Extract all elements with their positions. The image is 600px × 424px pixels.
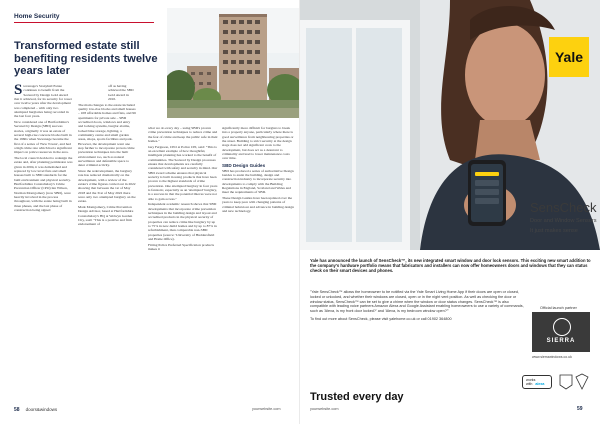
article-paragraph: Fitting Police Preferred Specification products makes it [148,242,214,251]
right-page [300,0,600,424]
footer-url: yourwebsite.com [252,407,281,411]
article-paragraph: Guy Ferguson, CPO at Police CPI, said: "This is an excellent example of how thoughtful, intelligent planning has worked to the benefit of communities. The Secured by Design processes ensure that developments are carefully considered with safety and security in mind. Our SBD award scheme ensures that physical security is built in using products that have been proven to the highest standards of crime prevention. One attempted burglary in four years is fantastic, especially as an 'attempted' burglary, is a success in that the potential thieves were not able to gain access." [148,144,218,201]
advert-hero [300,0,600,250]
article-column-4 [222,126,294,402]
article-column-3 [148,126,218,402]
section-rule [14,22,154,23]
right-page-number: 59 [577,406,583,412]
tower-block-photo [167,8,300,118]
article-paragraph: Mark Montgomery, Crime Prevention Design Advisor, based at Hertfordshire Constabulary's HQ at Welwyn Garden City, said: "This is a positive and firm endorsement of [78,204,134,227]
advert-body [310,290,526,325]
article-headline: Transformed estate still benefiting residents twelve years later [14,40,158,78]
article-paragraph: Since the redevelopment, the burglary rate has reduced dramatically on the development, with a review of the estate's crime figures carried out in 2022 showing that between the 1st of May 2018 and the 31st of May 2022 there were only two attempted burglary on the estate. [78,168,136,204]
advert-copy [310,258,594,280]
product-name: SensCheck [530,200,597,215]
advert-paragraph: To find out more about SensCheck, please visit yalehome.co.uk or call 01902 364800 [310,316,452,321]
article-paragraph: SBD has produced a series of authoritative Design Guides to assist the building, design and construction industry to incorporate security into developments to comply with the Building Regulations in England, Scotland and Wales and meet the requirements of SBD. [222,168,294,195]
works-with-alexa-badge [522,375,552,389]
partner-url: www.sierrawindows.co.uk [532,355,572,359]
right-footer-text: yourwebsite.com [310,407,339,411]
article-column-2 [78,84,136,402]
article-paragraph: Independent academic research shows that SBD developments that incorporate crime prevention techniques in the building design and layout and accredited products in the physical security of properties can reduce crime like burglary by up to 75% in new-build homes and by up to 87% in refurbishment, than comparable non-SBD properties (source: 'University of Huddersfield and Home Office). [148,202,217,241]
article-paragraph: off as having achieved the SBD Gold Award in 2010. [108,84,134,102]
sierra-logo [532,312,590,352]
sierra-emblem-icon [553,318,571,336]
left-footer [14,407,57,413]
article-paragraph: These Design Guides have been updated over the years to keep pace with changing patterns of criminal behaviour and advance in building design and new technology. [222,196,294,214]
page-number: 58 [14,407,20,413]
article-paragraph: The main changes to the estate included quality low-rise blocks and small houses – 108 affordable homes and flats, and 96 apartments for private sale – SBD accredited doors, windows and entry and locking systems, burglar alarms, locked bike storage, lighting, a community centre and small garden areas, shops, sports facilities and park. However, the development went one step further to incorporate proven crime prevention techniques into the built environment too, such as natural surveillance and defensible space to deter criminal activity. [78,102,136,168]
section-label: Home Security [14,13,60,20]
partner-name: SIERRA [546,338,576,344]
works-with-text-2: with [526,381,533,386]
product-tagline-2: It just makes sense [530,228,578,234]
yale-logo [549,37,589,77]
article-paragraph: what we do every day – using SBD's proven crime prevention techniques to reduce crime and the fear of crime and keep the public safe in their homes." [148,126,218,144]
magazine-name: doors&windows [25,407,58,412]
article-paragraph: Now considered one of Hertfordshire's Secured by Design (SBD) success stories, originally it was an estate of several high-rise concrete blocks built in the 1960s when Stevenage became the first of a series of 'New Towns', and had a high crime rate which had a significant impact on police resources in the area. [14,119,72,155]
trusted-slogan: Trusted every day [310,391,404,403]
drop-cap: S [14,82,23,98]
product-tagline: Door and Window Sensors [530,218,597,224]
kitemark-icon [558,373,592,391]
article-paragraph: significantly more difficult for burglars to break into a property anyone, particularly where there is good surveillance from neighbouring properties or the street. Building to strict security at the design stage does not add significant costs to the development, but does act as a deterrent to criminality and lead to lower maintenance costs over time. [222,126,294,161]
works-with-text: works [526,377,536,382]
article-paragraph: tevenage's Stonyhall Estate continues to benefit from the Secured by Design Gold Award that it achieved, for its security for tower over twelve years after the development was completed – with only two attempted burglaries being recorded in the last four years. [14,84,72,119]
article-paragraph: The local council decided to redesign the estate and, after planning permission was given in 2004, it was demolished and replaced by low level flats and small houses built to SBD standards for the built environment and physical security. Hertfordshire Constabulary's Crime Prevention Officer (CPO) Ian Wilson, Norman Montgomery (now SBD), were heavily involved in the process throughout, with the estate being built in three phases, and the last phase of construction being signed [14,155,73,212]
article-column-1 [14,84,73,402]
advert-paragraph: "Yale SensCheck™ allows the homeowner to be notified via the Yale Smart Living Home App if their doors are open or closed, locked or unlocked, and whether their windows are closed, open or in the night vent position. As well as checking the door or window status, SensCheck™ can be set to give a chime when the window or door status changes. SensCheck™ is also compatible with leading voice partners Amazon Alexa and Google Assistant enabling homeowners to use a variety of commands, such as 'Alexa, is my front door locked?' and 'Alexa, is my bedroom window open?'" [310,290,524,313]
subheading: SBD Design Guides [222,162,266,168]
partner-label: Official launch partner [540,306,577,310]
advert-lead: Yale has announced the launch of SensCheck™, its new integrated smart window and door lock sensors. This exciting new smart addition to the company's hardware portfolio means that fabricators and installers can now offer homeowners doors and windows that they can status check on their smart devices and phones. [310,258,591,274]
yale-logo-text: Yale [554,49,584,65]
alexa-text: alexa [535,381,545,386]
